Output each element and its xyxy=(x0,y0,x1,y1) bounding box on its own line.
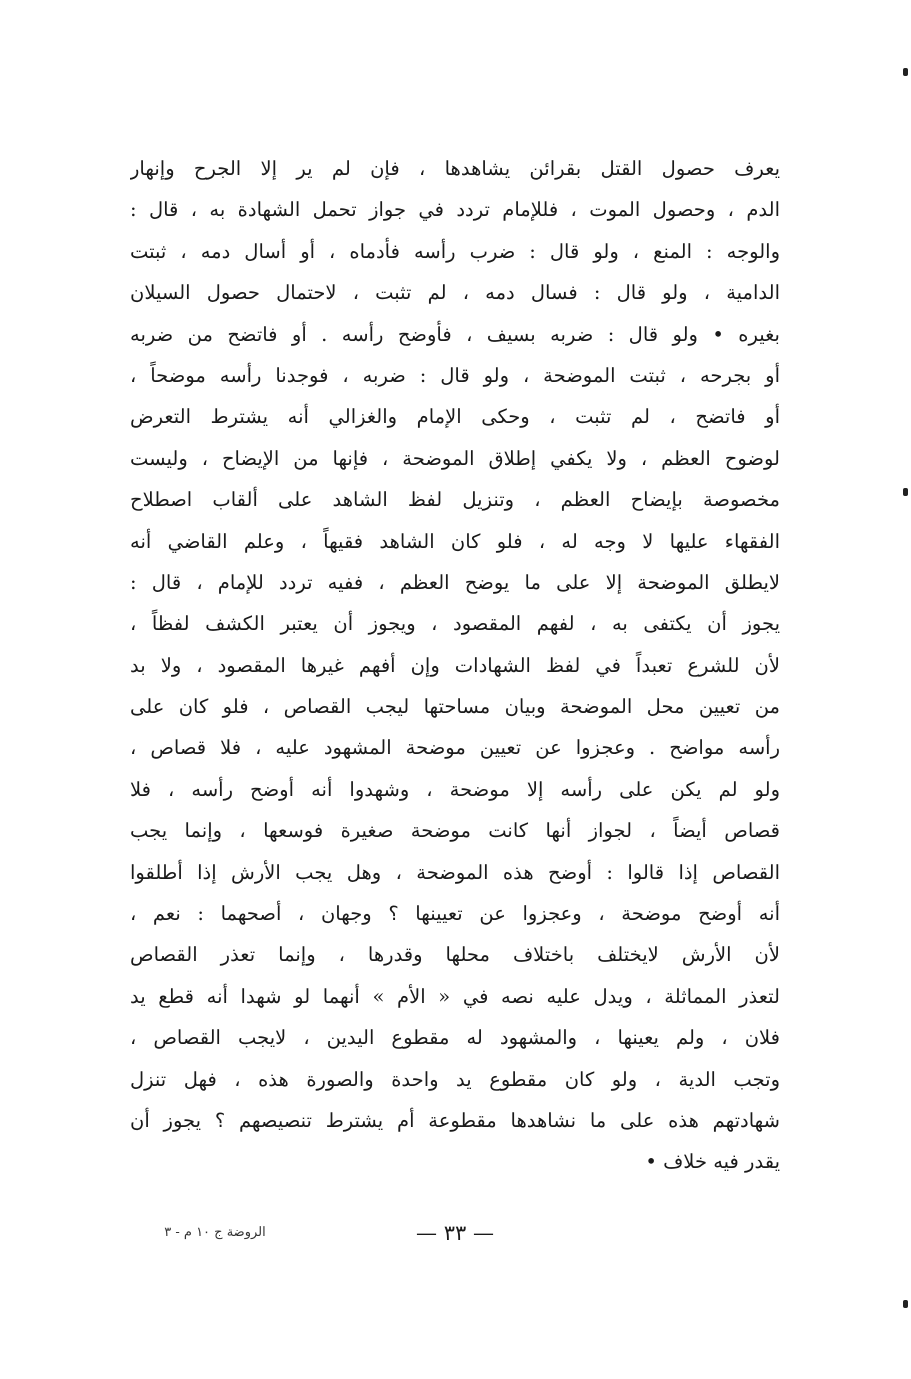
text-line: لايطلق الموضحة إلا على ما يوضح العظم ، ففيه تردد للإمام ، قال : xyxy=(130,570,780,594)
text-line: لوضوح العظم ، ولا يكفي إطلاق الموضحة ، فإنها من الإيضاح ، وليست xyxy=(130,446,780,470)
body-text xyxy=(130,148,780,1183)
page-number: — ٣٣ — xyxy=(416,1221,494,1245)
text-line: وتجب الدية ، ولو كان مقطوع يد واحدة والصورة هذه ، فهل تنزل xyxy=(130,1067,780,1091)
text-line: ولو لم يكن على رأسه إلا موضحة ، وشهدوا أنه أوضح رأسه ، فلا xyxy=(130,777,780,801)
margin-mark xyxy=(903,488,908,496)
text-line: القصاص إذا قالوا : أوضح هذه الموضحة ، وهل يجب الأرش إذا أطلقوا xyxy=(130,860,780,884)
text-line: مخصوصة بإيضاح العظم ، وتنزيل لفظ الشاهد على ألقاب اصطلاح xyxy=(130,488,780,512)
text-line: من تعيين محل الموضحة وبيان مساحتها ليجب القصاص ، فلو كان على xyxy=(130,695,780,719)
text-line: أنه أوضح موضحة ، وعجزوا عن تعيينها ؟ وجهان ، أصحهما : نعم ، xyxy=(130,902,780,926)
text-line: يقدر فيه خلاف • xyxy=(645,1150,780,1174)
text-line: شهادتهم هذه على ما نشاهدها مقطوعة أم يشترط تنصيصهم ؟ يجوز أن xyxy=(130,1108,780,1132)
printer-signature: الروضة ج ١٠ م - ٣ xyxy=(164,1225,266,1240)
text-line: يجوز أن يكتفى به ، لفهم المقصود ، ويجوز أن يعتبر الكشف لفظاً ، xyxy=(130,612,780,636)
text-line: الدامية ، ولو قال : فسال دمه ، لم تثبت ، لاحتمال حصول السيلان xyxy=(130,281,780,305)
text-line: قصاص أيضاً ، لجواز أنها كانت موضحة صغيرة فوسعها ، وإنما يجب xyxy=(130,819,780,843)
text-line: لتعذر المماثلة ، ويدل عليه نصه في « الأم » أنهما لو شهدا أنه قطع يد xyxy=(130,984,780,1008)
text-line: والوجه : المنع ، ولو قال : ضرب رأسه فأدماه ، أو أسال دمه ، ثبتت xyxy=(130,239,780,263)
margin-mark xyxy=(903,68,908,76)
text-line: رأسه مواضح . وعجزوا عن تعيين موضحة المشهود عليه ، فلا قصاص ، xyxy=(130,736,780,760)
margin-mark xyxy=(903,1300,908,1308)
text-line: فلان ، ولم يعينها ، والمشهود له مقطوع اليدين ، لايجب القصاص ، xyxy=(130,1026,780,1050)
text-line: لأن الأرش لايختلف باختلاف محلها وقدرها ، وإنما تعذر القصاص xyxy=(130,943,780,967)
text-line: يعرف حصول القتل بقرائن يشاهدها ، فإن لم ير إلا الجرح وإنهار xyxy=(130,157,780,180)
text-line: الفقهاء عليها لا وجه له ، فلو كان الشاهد فقيهاً ، وعلم القاضي أنه xyxy=(130,529,780,553)
page-footer xyxy=(0,1218,911,1248)
text-line: لأن للشرع تعبداً في لفظ الشهادات وإن أفهم غيرها المقصود ، ولا بد xyxy=(130,653,780,677)
text-line: الدم ، وحصول الموت ، فللإمام تردد في جواز تحمل الشهادة به ، قال : xyxy=(130,198,780,222)
text-line: أو فاتضح ، لم تثبت ، وحكى الإمام والغزالي أنه يشترط التعرض xyxy=(130,405,780,429)
text-line: بغيره • ولو قال : ضربه بسيف ، فأوضح رأسه . أو فاتضح من ضربه xyxy=(130,322,780,346)
text-line: أو بجرحه ، ثبتت الموضحة ، ولو قال : ضربه ، فوجدنا رأسه موضحاً ، xyxy=(130,363,780,387)
